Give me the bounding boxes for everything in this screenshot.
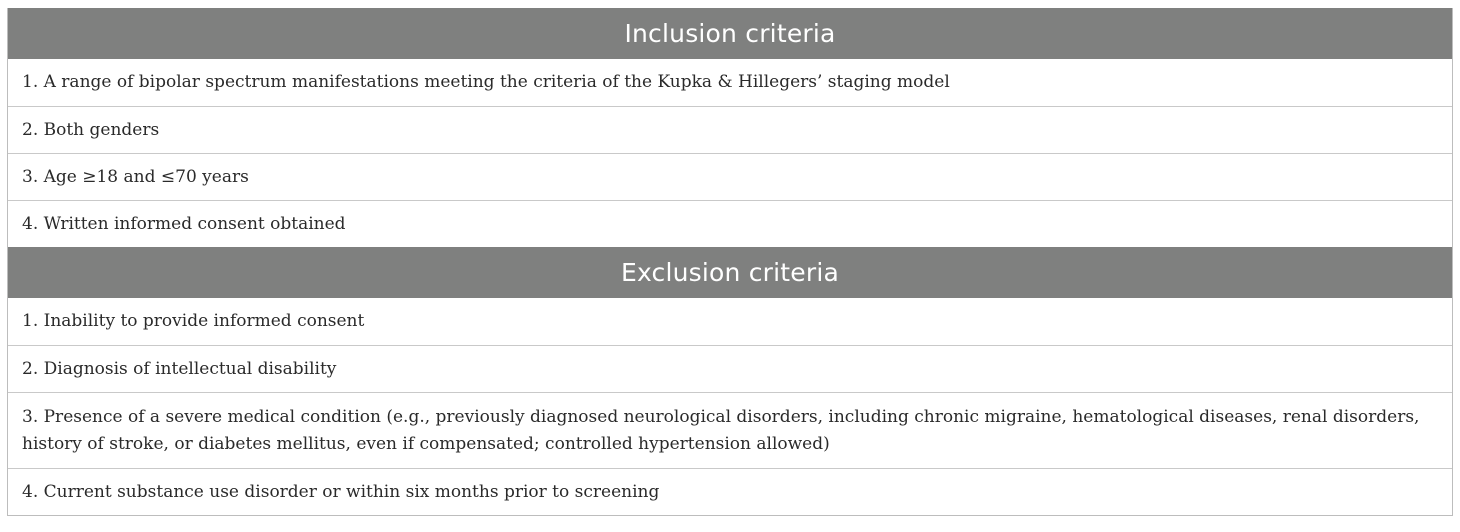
exclusion-row-2 xyxy=(8,345,1452,392)
criteria-table xyxy=(7,8,1453,516)
inclusion-row-2 xyxy=(8,106,1452,153)
inclusion-item-1: 1. A range of bipolar spectrum manifestations meeting the criteria of the Kupka & Hillegers’ staging model xyxy=(22,72,950,92)
exclusion-row-4 xyxy=(8,468,1452,515)
inclusion-item-2: 2. Both genders xyxy=(22,119,160,140)
inclusion-row-3 xyxy=(8,153,1452,200)
exclusion-criteria-header xyxy=(8,247,1452,298)
exclusion-row-1 xyxy=(8,298,1452,345)
exclusion-item-4: 4. Current substance use disorder or within six months prior to screening xyxy=(22,481,660,502)
inclusion-criteria-header xyxy=(8,8,1452,59)
inclusion-item-4: 4. Written informed consent obtained xyxy=(22,213,346,234)
inclusion-criteria-title: Inclusion criteria xyxy=(624,19,836,48)
exclusion-item-2: 2. Diagnosis of intellectual disability xyxy=(22,358,337,379)
inclusion-row-4 xyxy=(8,200,1452,247)
inclusion-item-3: 3. Age ≥18 and ≤70 years xyxy=(22,166,249,187)
exclusion-item-1: 1. Inability to provide informed consent xyxy=(22,311,365,331)
exclusion-criteria-title: Exclusion criteria xyxy=(620,258,840,287)
exclusion-row-3 xyxy=(8,392,1452,468)
inclusion-row-1 xyxy=(8,59,1452,106)
exclusion-item-3: 3. Presence of a severe medical condition (e.g., previously diagnosed neurological disorders, including chronic migraine, hematological diseases, renal disorders, history of stroke, or diabetes mellitus, even if compensated; controlled hypertension allowed) xyxy=(22,406,1420,454)
